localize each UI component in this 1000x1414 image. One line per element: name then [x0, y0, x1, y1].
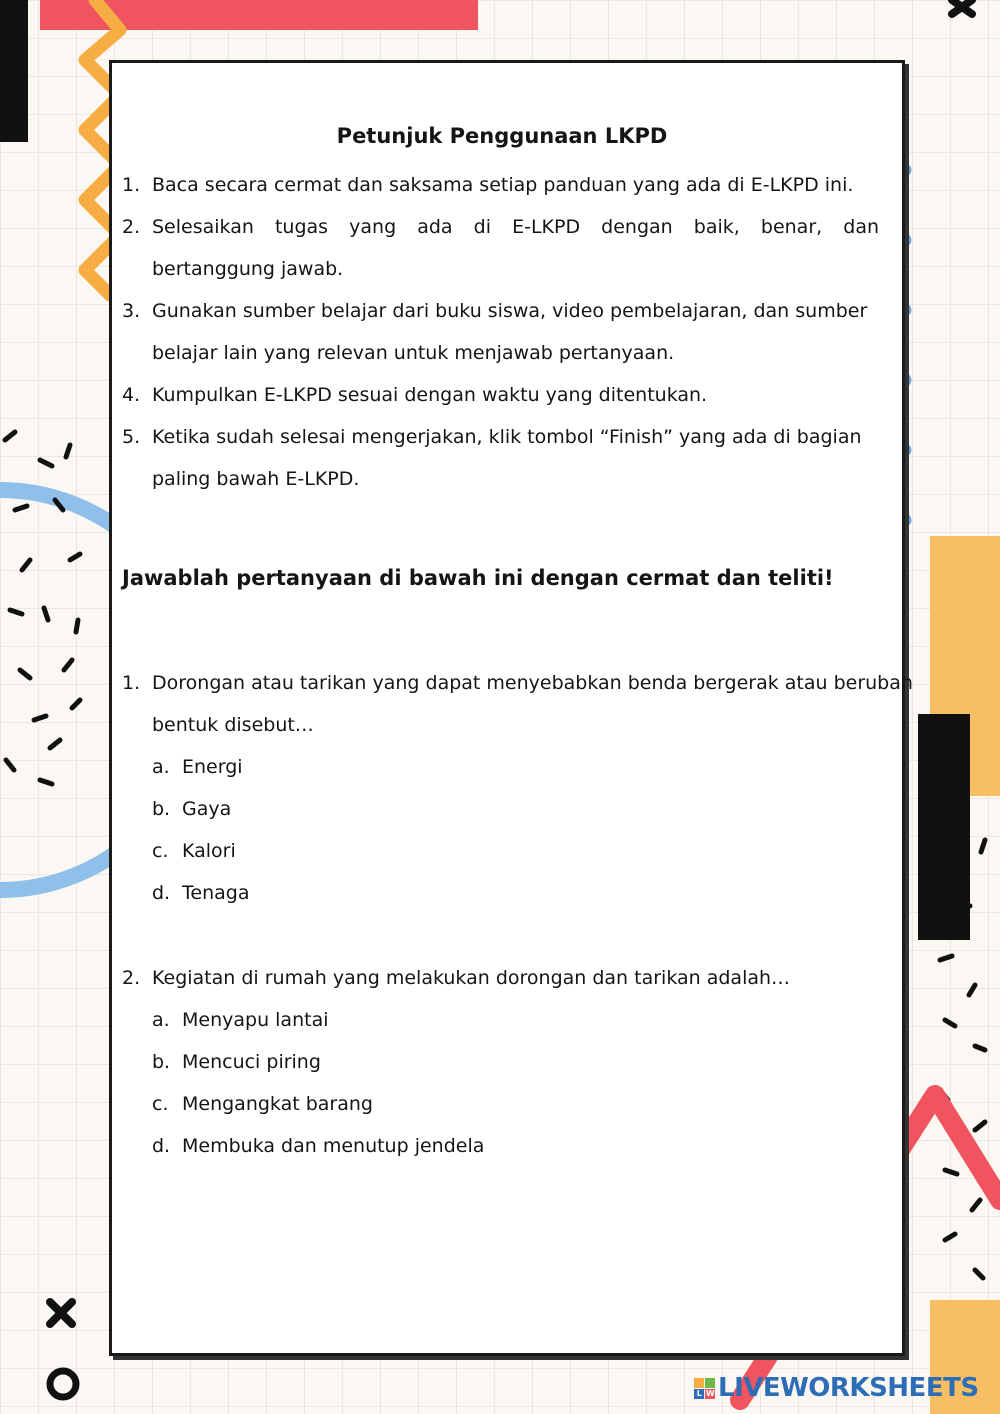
- option-text: Mengangkat barang: [182, 1093, 373, 1115]
- option-letter: b.: [152, 798, 171, 820]
- option-text: Kalori: [182, 840, 236, 862]
- instruction-text: Ketika sudah selesai mengerjakan, klik tombol “Finish” yang ada di bagian: [152, 426, 862, 448]
- worksheet-content: [122, 0, 913, 1414]
- option-text: Tenaga: [182, 882, 250, 904]
- x-mark-top-right: [952, 0, 972, 14]
- instruction-text: Kumpulkan E-LKPD sesuai dengan waktu yang ditentukan.: [152, 384, 708, 406]
- instruction-number: 3.: [122, 300, 141, 322]
- page-title: Petunjuk Penggunaan LKPD: [336, 124, 668, 148]
- logo-text: LIVEWORKSHEETS: [718, 1373, 979, 1403]
- option-letter: b.: [152, 1051, 171, 1073]
- instruction-text: paling bawah E-LKPD.: [152, 468, 360, 490]
- instruction-number: 2.: [122, 216, 141, 238]
- x-mark-bottom-left: [50, 1302, 72, 1324]
- option-letter: c.: [152, 1093, 169, 1115]
- question-number: 2.: [122, 967, 141, 989]
- option-letter: a.: [152, 756, 170, 778]
- option-text: Membuka dan menutup jendela: [182, 1135, 485, 1157]
- instruction-text: Baca secara cermat dan saksama setiap panduan yang ada di E-LKPD ini.: [152, 174, 854, 196]
- black-left-bar: [0, 0, 28, 142]
- black-right-block: [918, 714, 970, 940]
- option-letter: d.: [152, 882, 171, 904]
- instruction-number: 1.: [122, 174, 141, 196]
- option-text: Menyapu lantai: [182, 1009, 329, 1031]
- option-text: Energi: [182, 756, 243, 778]
- instruction-number: 4.: [122, 384, 141, 406]
- instruction-text: bertanggung jawab.: [152, 258, 344, 280]
- instruction-number: 5.: [122, 426, 141, 448]
- option-letter: d.: [152, 1135, 171, 1157]
- instruction-text: Gunakan sumber belajar dari buku siswa, video pembelajaran, dan sumber: [152, 300, 868, 322]
- task-heading: Jawablah pertanyaan di bawah ini dengan cermat dan teliti!: [122, 566, 834, 590]
- instruction-text: belajar lain yang relevan untuk menjawab pertanyaan.: [152, 342, 675, 364]
- question-number: 1.: [122, 672, 141, 694]
- question-text: Kegiatan di rumah yang melakukan dorongan dan tarikan adalah…: [152, 967, 791, 989]
- question-text: bentuk disebut…: [152, 714, 314, 736]
- option-text: Mencuci piring: [182, 1051, 321, 1073]
- option-letter: c.: [152, 840, 169, 862]
- circle-mark-bottom-left: [50, 1371, 76, 1397]
- liveworksheets-logo: [694, 1372, 979, 1404]
- question-text: Dorongan atau tarikan yang dapat menyebabkan benda bergerak atau berubah: [152, 672, 913, 694]
- instruction-text: Selesaikan tugas yang ada di E-LKPD dengan baik, benar, dan: [152, 216, 879, 238]
- option-text: Gaya: [182, 798, 232, 820]
- option-letter: a.: [152, 1009, 170, 1031]
- logo-mark-icon: L W: [694, 1378, 715, 1399]
